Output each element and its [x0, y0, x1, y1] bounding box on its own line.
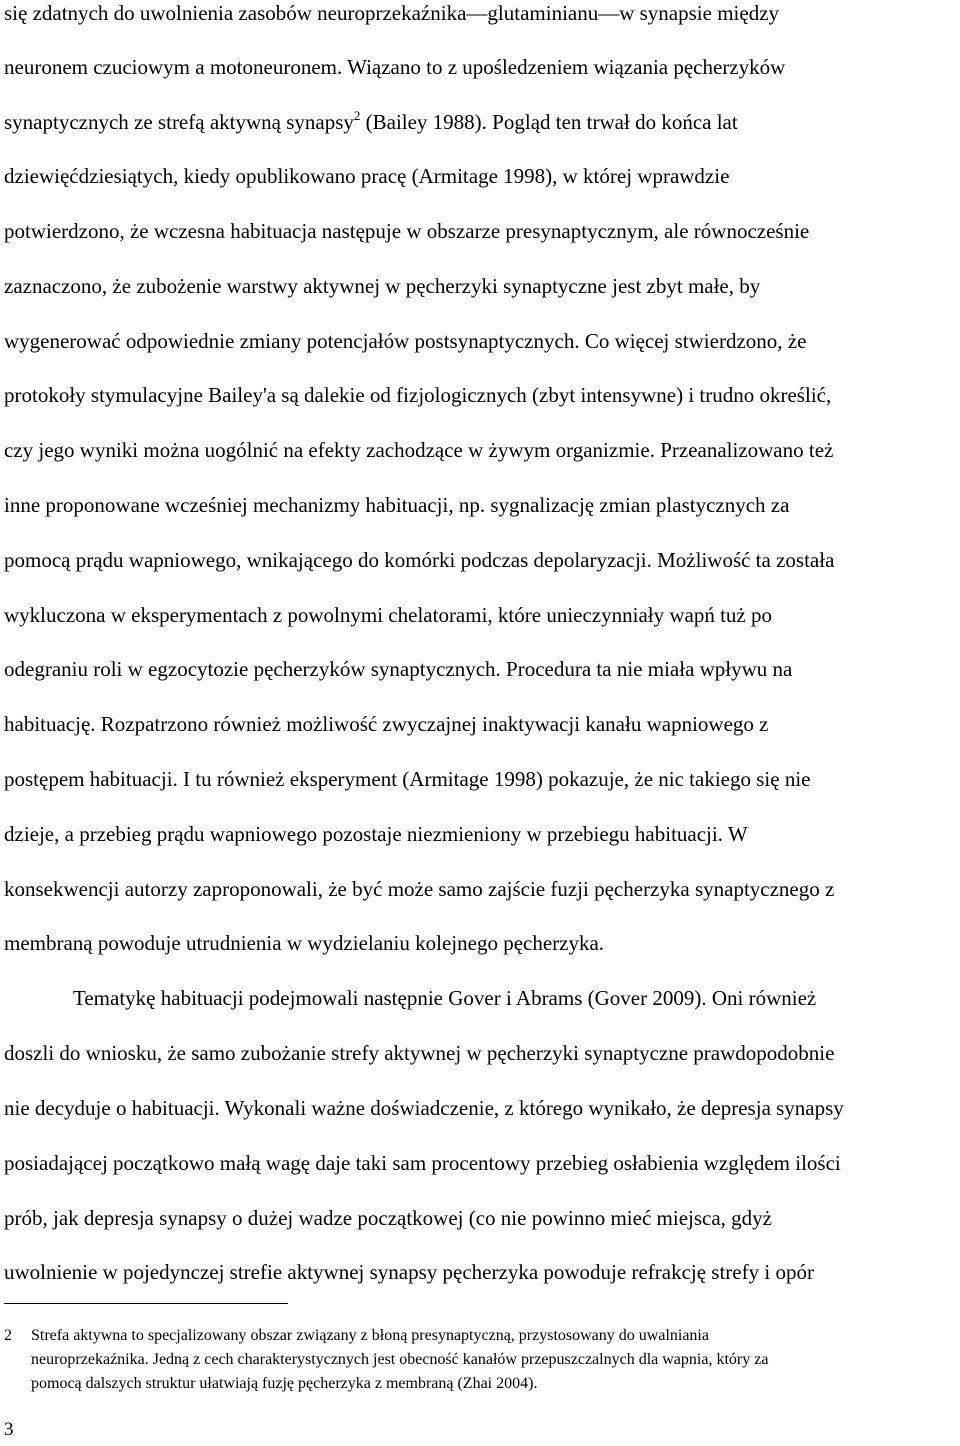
body-line-3-text: synaptycznych ze strefą aktywną synapsy: [4, 110, 354, 134]
body-line-22: posiadającej początkowo małą wagę daje taki sam procentowy przebieg osłabienia względem ilości: [4, 1151, 841, 1175]
body-line-7: wygenerować odpowiednie zmiany potencjałów postsynaptycznych. Co więcej stwierdzono, że: [4, 329, 807, 353]
body-line-9: czy jego wyniki można uogólnić na efekty zachodzące w żywym organizmie. Przeanalizowano też: [4, 438, 834, 462]
footnote-number: 2: [4, 1327, 12, 1344]
body-line-8: protokoły stymulacyjne Bailey'a są dalekie od fizjologicznych (zbyt intensywne) i trudno określić,: [4, 383, 832, 407]
footnote-line-3: pomocą dalszych struktur ułatwiają fuzję pęcherzyka z membraną (Zhai 2004).: [31, 1375, 538, 1392]
body-line-4: dziewięćdziesiątych, kiedy opublikowano pracę (Armitage 1998), w której wprawdzie: [4, 164, 730, 188]
body-line-2: neuronem czuciowym a motoneuronem. Wiązano to z upośledzeniem wiązania pęcherzyków: [4, 55, 786, 79]
body-line-16: dzieje, a przebieg prądu wapniowego pozostaje niezmieniony w przebiegu habituacji. W: [4, 822, 748, 846]
body-line-1: się zdatnych do uwolnienia zasobów neuroprzekaźnika—glutaminianu—w synapsie między: [4, 1, 780, 25]
body-line-17: konsekwencji autorzy zaproponowali, że być może samo zajście fuzji pęcherzyka synaptycznego z: [4, 877, 835, 901]
page-number: 3: [4, 1419, 14, 1440]
body-line-21: nie decyduje o habituacji. Wykonali ważne doświadczenie, z którego wynikało, że depresja synapsy: [4, 1096, 844, 1120]
footnote-divider: [4, 1303, 288, 1304]
body-line-19: Tematykę habituacji podejmowali następnie Gover i Abrams (Gover 2009). Oni również: [73, 986, 817, 1010]
body-line-3-tail: (Bailey 1988). Pogląd ten trwał do końca lat: [360, 110, 738, 134]
body-line-6: zaznaczono, że zubożenie warstwy aktywnej w pęcherzyki synaptyczne jest zbyt małe, by: [4, 274, 761, 298]
footnote-line-1: Strefa aktywna to specjalizowany obszar związany z błoną presynaptyczną, przystosowany do uwalniania: [31, 1327, 709, 1344]
body-line-18: membraną powoduje utrudnienia w wydzielaniu kolejnego pęcherzyka.: [4, 931, 605, 955]
body-line-15: postępem habituacji. I tu również eksperyment (Armitage 1998) pokazuje, że nic takiego się nie: [4, 767, 811, 791]
body-line-24: uwolnienie w pojedynczej strefie aktywnej synapsy pęcherzyka powoduje refrakcję strefy i opór: [4, 1260, 814, 1284]
body-line-3: [4, 109, 738, 135]
body-line-11: pomocą prądu wapniowego, wnikającego do komórki podczas depolaryzacji. Możliwość ta została: [4, 548, 835, 572]
body-line-12: wykluczona w eksperymentach z powolnymi chelatorami, które unieczynniały wapń tuż po: [4, 603, 772, 627]
body-line-20: doszli do wniosku, że samo zubożanie strefy aktywnej w pęcherzyki synaptyczne prawdopodobnie: [4, 1041, 835, 1065]
body-line-14: habituację. Rozpatrzono również możliwość zwyczajnej inaktywacji kanału wapniowego z: [4, 712, 769, 736]
body-line-13: odegraniu roli w egzocytozie pęcherzyków synaptycznych. Procedura ta nie miała wpływu na: [4, 657, 793, 681]
body-line-5: potwierdzono, że wczesna habituacja następuje w obszarze presynaptycznym, ale równocześnie: [4, 219, 810, 243]
footnote-line-2: neuroprzekaźnika. Jedną z cech charakterystycznych jest obecność kanałów przepuszczalnych dla wapnia, który za: [31, 1351, 769, 1368]
body-line-10: inne proponowane wcześniej mechanizmy habituacji, np. sygnalizację zmian plastycznych za: [4, 493, 790, 517]
body-line-23: prób, jak depresja synapsy o dużej wadze początkowej (co nie powinno mieć miejsca, gdyż: [4, 1206, 772, 1230]
footnote-reference: 2: [353, 108, 361, 123]
